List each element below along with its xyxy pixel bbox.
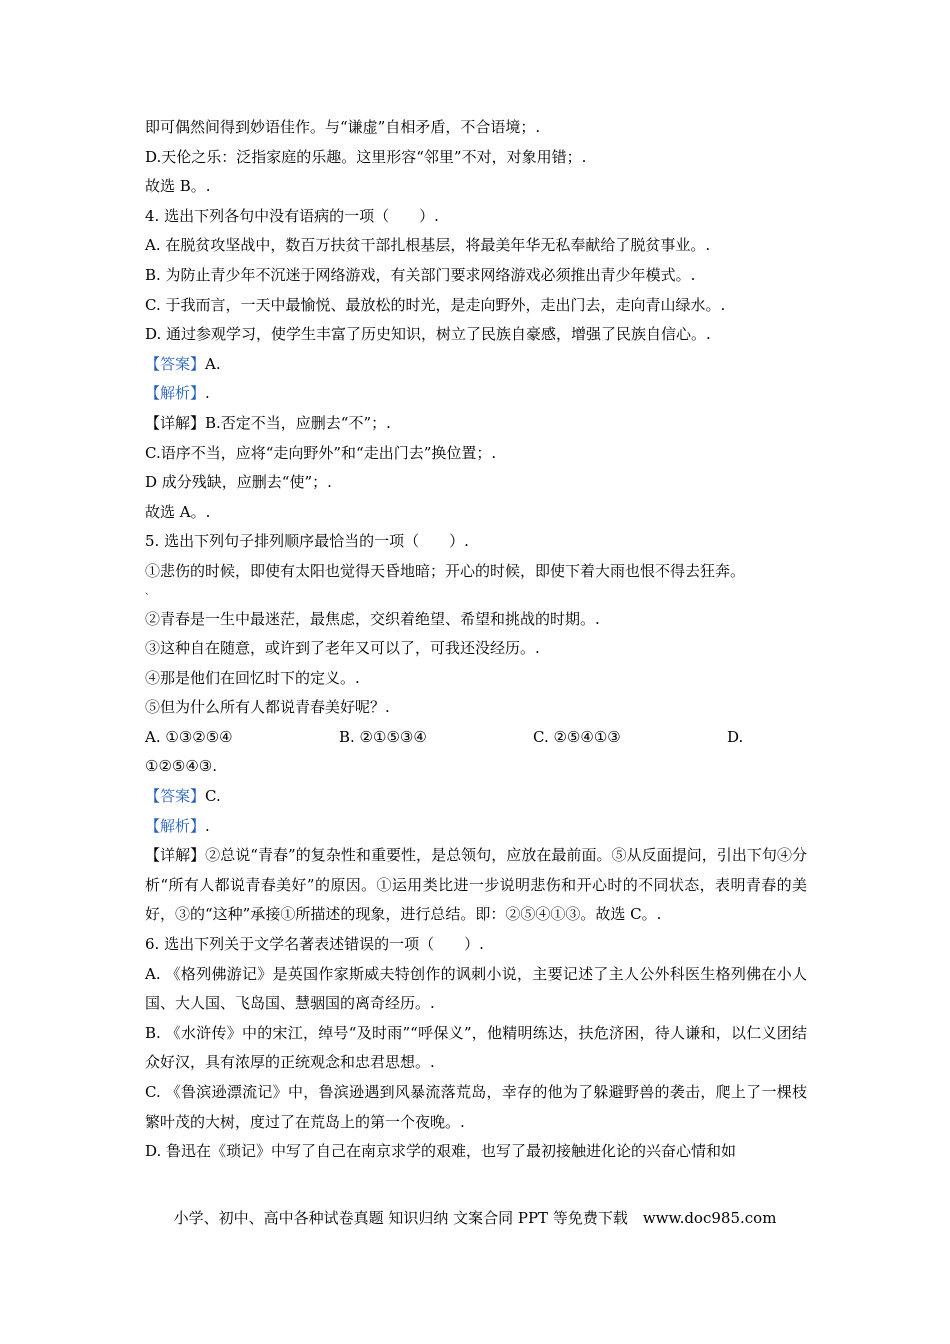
text-line: C.语序不当，应将“走向野外”和“走出门去”换位置；.	[145, 443, 497, 462]
text-line: 故选 A。.	[145, 502, 211, 521]
question-6-stem: 6. 选出下列关于文学名著表述错误的一项（ ）.	[145, 935, 484, 954]
question-6-option-c: C. 《鲁滨逊漂流记》中，鲁滨逊遇到风暴流落荒岛，幸存的他为了躲避野兽的袭击，爬上了一棵枝繁叶茂的大树，度过了在荒岛上的第一个夜晚。.	[145, 1083, 807, 1131]
question-4-stem: 4. 选出下列各句中没有语病的一项（ ）.	[145, 206, 439, 225]
question-4-analysis	[145, 379, 807, 409]
document-body	[145, 113, 807, 1167]
question-4-option-a: A. 在脱贫攻坚战中，数百万扶贫干部扎根基层，将最美年华无私奉献给了脱贫事业。.	[145, 236, 711, 255]
analysis-value: .	[205, 384, 210, 403]
question-4-option-c: C. 于我而言，一天中最愉悦、最放松的时光，是走向野外，走出门去，走向青山绿水。.	[145, 295, 726, 314]
detail-tag: 【详解】	[145, 846, 206, 865]
option-d: D.	[727, 727, 744, 746]
option-a: A. ①③②⑤④	[145, 727, 233, 746]
question-4-option-b: B. 为防止青少年不沉迷于网络游戏，有关部门要求网络游戏必须推出青少年模式。.	[145, 265, 696, 284]
answer-tag: 【答案】	[145, 787, 206, 806]
text-line: 故选 B。.	[145, 177, 211, 196]
answer-value: A.	[205, 354, 221, 373]
detail-text: ②总说“青春”的复杂性和重要性，是总领句，应放在最前面。⑤从反面提问，引出下句④分析“所有人都说青春美好”的原因。①运用类比进一步说明悲伤和开心时的不同状态，表明青春的美好，③的“这种”承接①所描述的现象，进行总结。即：②⑤④①③。故选 C。.	[145, 846, 807, 924]
page-footer: 小学、初中、高中各种试卷真题 知识归纳 文案合同 PPT 等免费下载 www.doc985.com	[173, 1209, 777, 1227]
detail-text: B.否定不当，应删去“不”；.	[205, 413, 391, 432]
sentence-1: ①悲伤的时候，即使有太阳也觉得天昏地暗；开心的时候，即使下着大雨也恨不得去狂奔。	[145, 561, 746, 580]
question-5-answer	[145, 782, 807, 812]
detail-tag: 【详解】	[145, 413, 206, 432]
question-5-analysis	[145, 812, 807, 842]
sentence-5: ⑤但为什么所有人都说青春美好呢？.	[145, 698, 390, 717]
question-5-detail	[145, 841, 807, 930]
question-6-option-b: B. 《水浒传》中的宋江，绰号“及时雨”“呼保义”，他精明练达，扶危济困，待人谦和，以仁义团结众好汉，具有浓厚的正统观念和忠君思想。.	[145, 1023, 807, 1072]
question-5-stem: 5. 选出下列句子排列顺序最恰当的一项（ ）.	[145, 532, 469, 551]
option-d-value: ①②⑤④③.	[145, 757, 218, 776]
answer-tag: 【答案】	[145, 354, 206, 373]
sentence-2: ②青春是一生中最迷茫，最焦虑，交织着绝望、希望和挑战的时期。.	[145, 609, 600, 628]
analysis-tag: 【解析】	[145, 816, 206, 835]
question-5-options	[145, 723, 807, 753]
sentence-3: ③这种自在随意，或许到了老年又可以了，可我还没经历。.	[145, 639, 540, 658]
analysis-tag: 【解析】	[145, 384, 206, 403]
option-c: C. ②⑤④①③	[533, 727, 621, 746]
question-6-option-a: A. 《格列佛游记》是英国作家斯威夫特创作的讽刺小说，主要记述了主人公外科医生格列佛在小人国、大人国、飞岛国、慧骃国的离奇经历。.	[145, 964, 807, 1013]
stray-mark: 、	[145, 586, 155, 597]
question-4-answer	[145, 350, 807, 380]
text-line: D.天伦之乐：泛指家庭的乐趣。这里形容“邻里”不对，对象用错；.	[145, 147, 587, 166]
question-4-detail	[145, 409, 807, 439]
question-6-option-d: D. 鲁迅在《琐记》中写了自己在南京求学的艰难，也写了最初接触进化论的兴奋心情和如	[145, 1142, 737, 1161]
text-line: 即可偶然间得到妙语佳作。与“谦虚”自相矛盾，不合语境；.	[145, 118, 541, 136]
text-line: D 成分残缺，应删去“使”；.	[145, 473, 332, 492]
answer-value: C.	[205, 787, 221, 806]
analysis-value: .	[205, 816, 210, 835]
sentence-4: ④那是他们在回忆时下的定义。.	[145, 668, 360, 687]
question-4-option-d: D. 通过参观学习，使学生丰富了历史知识，树立了民族自豪感，增强了民族自信心。.	[145, 325, 711, 344]
option-b: B. ②①⑤③④	[339, 727, 427, 746]
